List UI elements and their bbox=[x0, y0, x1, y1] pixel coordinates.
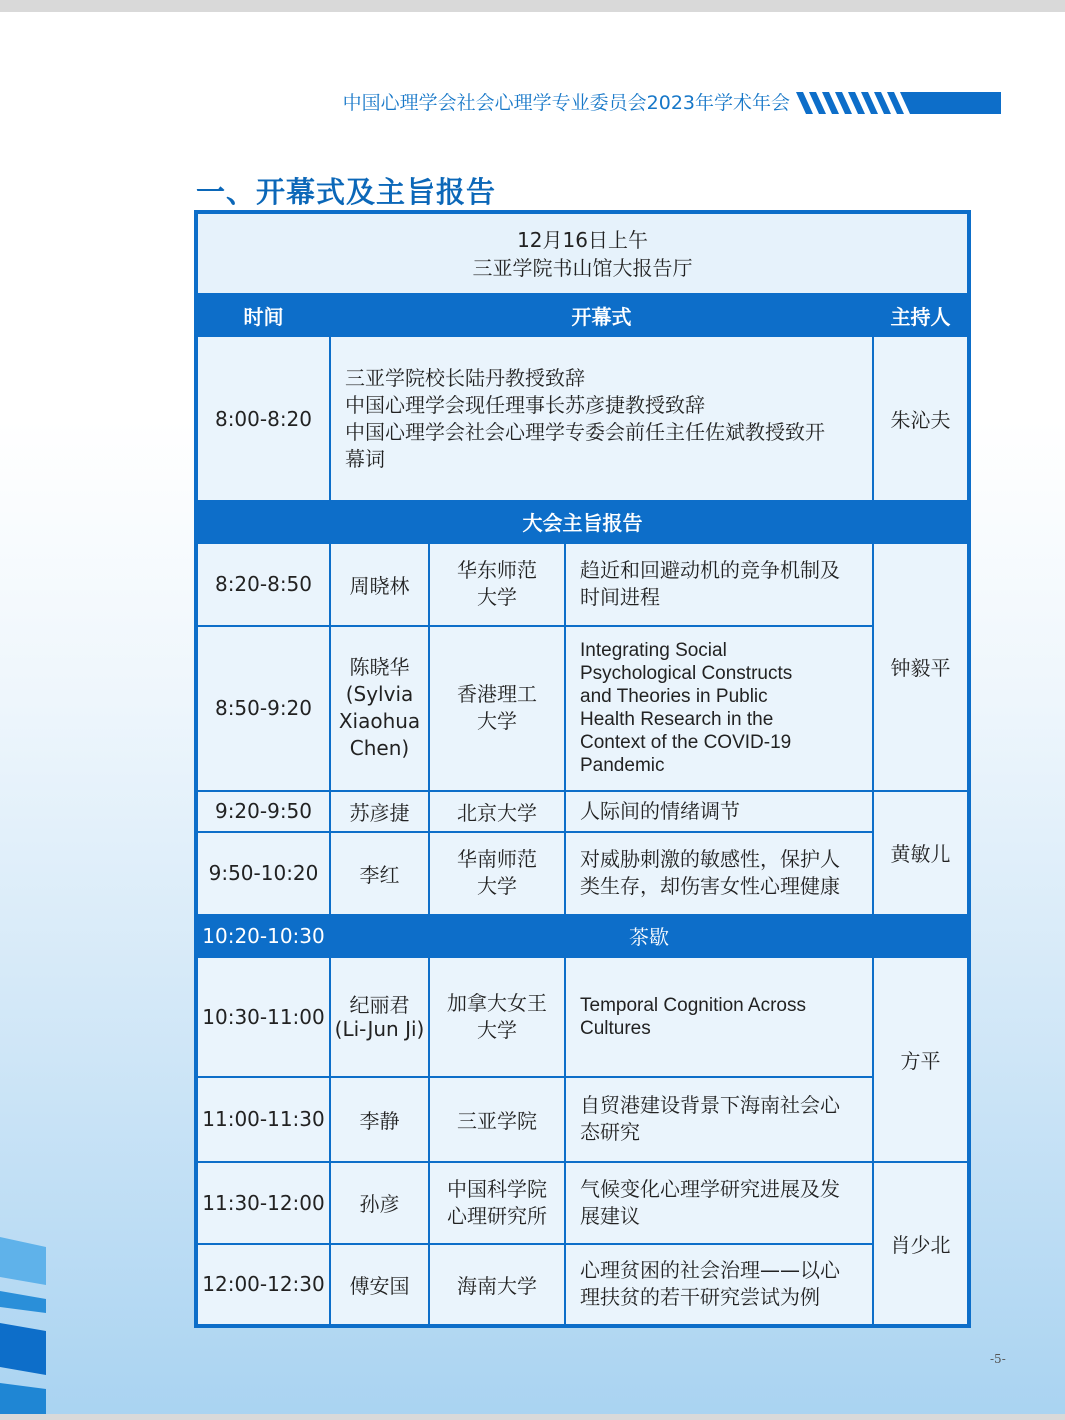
talk-time: 10:30-11:00 bbox=[196, 957, 330, 1077]
schedule-table bbox=[194, 210, 971, 1328]
opening-line: 中国心理学会社会心理学专委会前任主任佐斌教授致开 bbox=[345, 419, 825, 444]
opening-content bbox=[330, 336, 873, 500]
talk-speaker: 孙彦 bbox=[330, 1162, 429, 1244]
talk-affiliation bbox=[429, 957, 565, 1077]
talk-affiliation bbox=[429, 1162, 565, 1244]
affiliation-line: 大学 bbox=[477, 709, 517, 734]
talk-topic bbox=[565, 543, 873, 626]
talk-time: 9:50-10:20 bbox=[196, 832, 330, 915]
topic-line: Temporal Cognition Across bbox=[580, 995, 806, 1017]
talk-time: 11:30-12:00 bbox=[196, 1162, 330, 1244]
talk-speaker: 苏彦捷 bbox=[330, 791, 429, 832]
speaker-line: Chen) bbox=[349, 736, 410, 761]
talk-topic bbox=[565, 832, 873, 915]
topic-line: 心理贫困的社会治理——以心 bbox=[580, 1258, 840, 1283]
opening-host: 朱沁夫 bbox=[873, 336, 969, 500]
session-info bbox=[196, 212, 969, 294]
talk-speaker bbox=[330, 626, 429, 790]
affiliation-line: 加拿大女王 bbox=[447, 991, 547, 1016]
topic-line: 对威胁刺激的敏感性，保护人 bbox=[580, 847, 840, 872]
topic-line: Context of the COVID-19 bbox=[580, 732, 792, 754]
talk-row bbox=[196, 957, 969, 1077]
talk-row bbox=[196, 1077, 969, 1161]
top-border bbox=[0, 0, 1065, 12]
opening-time: 8:00-8:20 bbox=[196, 336, 330, 500]
talk-affiliation bbox=[429, 543, 565, 626]
speaker-line: Xiaohua bbox=[338, 709, 421, 734]
talk-time: 8:50-9:20 bbox=[196, 626, 330, 790]
topic-line: 理扶贫的若干研究尝试为例 bbox=[580, 1285, 820, 1310]
speaker-line: (Li-Jun Ji) bbox=[334, 1017, 425, 1042]
talk-row bbox=[196, 1162, 969, 1244]
opening-line: 中国心理学会现任理事长苏彦捷教授致辞 bbox=[345, 392, 705, 417]
break-row bbox=[196, 915, 969, 957]
bottom-border bbox=[0, 1414, 1065, 1420]
talk-speaker bbox=[330, 957, 429, 1077]
talk-row bbox=[196, 1244, 969, 1326]
talk-speaker: 傅安国 bbox=[330, 1244, 429, 1326]
talk-affiliation bbox=[429, 626, 565, 790]
topic-line: 气候变化心理学研究进展及发 bbox=[580, 1176, 840, 1201]
affiliation-line: 大学 bbox=[477, 1018, 517, 1043]
topic-line: 态研究 bbox=[580, 1120, 640, 1145]
session-date: 12月16日上午 bbox=[517, 227, 648, 252]
speaker-line: 纪丽君 bbox=[349, 993, 410, 1018]
topic-line: 时间进程 bbox=[580, 585, 660, 610]
break-time: 10:20-10:30 bbox=[196, 915, 330, 957]
talk-affiliation bbox=[429, 832, 565, 915]
talk-row bbox=[196, 791, 969, 832]
wave-decoration bbox=[0, 1225, 50, 1420]
affiliation-line: 中国科学院 bbox=[447, 1176, 547, 1201]
topic-line: 趋近和回避动机的竞争机制及 bbox=[580, 558, 840, 583]
break-label: 茶歇 bbox=[330, 915, 969, 957]
affiliation-line: 心理研究所 bbox=[447, 1203, 547, 1228]
talk-topic bbox=[565, 1162, 873, 1244]
talk-host: 钟毅平 bbox=[873, 543, 969, 791]
topic-line: Integrating Social bbox=[580, 640, 727, 662]
affiliation-line: 香港理工 bbox=[457, 682, 537, 707]
keynote-banner-row bbox=[196, 501, 969, 543]
talk-speaker: 周晓林 bbox=[330, 543, 429, 626]
speaker-line: (Sylvia bbox=[345, 682, 414, 707]
talk-affiliation: 三亚学院 bbox=[429, 1077, 565, 1161]
talk-topic bbox=[565, 1244, 873, 1326]
session-venue: 三亚学院书山馆大报告厅 bbox=[472, 255, 693, 280]
talk-row bbox=[196, 543, 969, 626]
opening-line: 三亚学院校长陆丹教授致辞 bbox=[345, 365, 585, 390]
affiliation-line: 大学 bbox=[477, 585, 517, 610]
talk-topic bbox=[565, 957, 873, 1077]
talk-time: 12:00-12:30 bbox=[196, 1244, 330, 1326]
talk-topic: 人际间的情绪调节 bbox=[565, 791, 873, 832]
talk-time: 9:20-9:50 bbox=[196, 791, 330, 832]
topic-line: Health Research in the bbox=[580, 709, 774, 731]
page-number: -5- bbox=[990, 1352, 1006, 1366]
table-header-row bbox=[196, 294, 969, 336]
talk-affiliation: 北京大学 bbox=[429, 791, 565, 832]
opening-line: 幕词 bbox=[345, 446, 385, 471]
talk-host: 黄敏儿 bbox=[873, 791, 969, 915]
affiliation-line: 华东师范 bbox=[457, 558, 537, 583]
talk-host: 肖少北 bbox=[873, 1162, 969, 1327]
talk-topic bbox=[565, 626, 873, 790]
topic-line: 类生存，却伤害女性心理健康 bbox=[580, 874, 840, 899]
talk-host: 方平 bbox=[873, 957, 969, 1162]
talk-affiliation: 海南大学 bbox=[429, 1244, 565, 1326]
header-stripe-decoration bbox=[796, 92, 1001, 114]
topic-line: 自贸港建设背景下海南社会心 bbox=[580, 1093, 840, 1118]
section-title: 一、开幕式及主旨报告 bbox=[196, 175, 497, 209]
topic-line: Cultures bbox=[580, 1018, 651, 1040]
running-header-title: 中国心理学会社会心理学专业委员会2023年学术年会 bbox=[342, 92, 790, 114]
opening-row bbox=[196, 336, 969, 500]
keynote-label: 大会主旨报告 bbox=[196, 501, 969, 543]
topic-line: and Theories in Public bbox=[580, 686, 768, 708]
column-header-opening: 开幕式 bbox=[330, 294, 873, 336]
talk-time: 8:20-8:50 bbox=[196, 543, 330, 626]
talk-row bbox=[196, 626, 969, 790]
topic-line: Psychological Constructs bbox=[580, 663, 793, 685]
column-header-host: 主持人 bbox=[873, 294, 969, 336]
affiliation-line: 大学 bbox=[477, 874, 517, 899]
talk-speaker: 李静 bbox=[330, 1077, 429, 1161]
topic-line: 展建议 bbox=[580, 1203, 640, 1228]
speaker-line: 陈晓华 bbox=[349, 655, 410, 680]
talk-topic bbox=[565, 1077, 873, 1161]
column-header-time: 时间 bbox=[196, 294, 330, 336]
talk-speaker: 李红 bbox=[330, 832, 429, 915]
session-info-row bbox=[196, 212, 969, 294]
affiliation-line: 华南师范 bbox=[457, 847, 537, 872]
topic-line: Pandemic bbox=[580, 755, 665, 777]
talk-time: 11:00-11:30 bbox=[196, 1077, 330, 1161]
talk-row bbox=[196, 832, 969, 915]
